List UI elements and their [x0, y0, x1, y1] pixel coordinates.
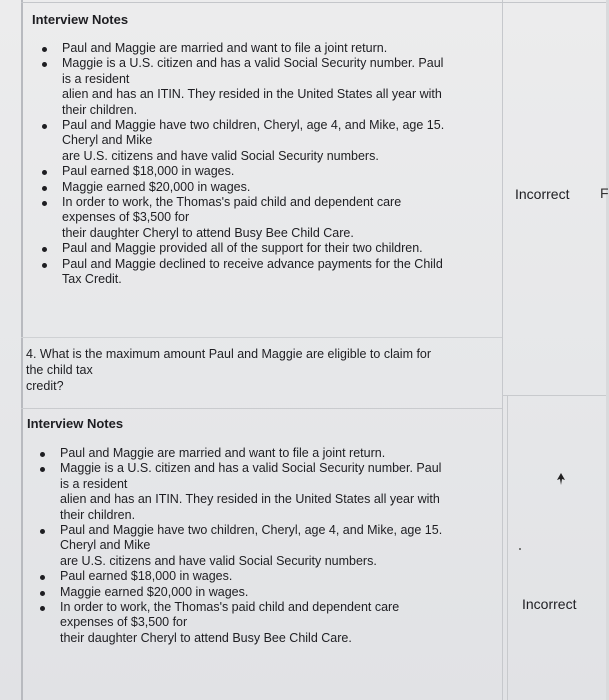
list-item — [38, 195, 488, 241]
note-line: Paul earned $18,000 in wages. — [62, 164, 235, 179]
note-line: are U.S. citizens and have valid Social Security numbers. — [62, 148, 379, 163]
note-line: their daughter Cheryl to attend Busy Bee Child Care. — [62, 225, 354, 240]
dust-dot — [519, 548, 521, 550]
note-line: Paul and Maggie are married and want to file a joint return. — [60, 446, 386, 460]
list-item — [38, 164, 488, 179]
interview-notes-list — [36, 446, 491, 646]
list-item — [38, 257, 488, 288]
clipped-text: F — [600, 185, 609, 201]
question-4-text — [26, 346, 486, 394]
note-line: Paul and Maggie have two children, Cheryl, age 4, and Mike, age 15. — [60, 523, 443, 538]
list-item — [36, 461, 491, 523]
note-line: Cheryl and Mike — [60, 538, 151, 553]
interview-notes-heading: Interview Notes — [27, 416, 124, 431]
note-line: alien and has an ITIN. They resided in the United States all year with — [62, 87, 442, 102]
left-border — [21, 0, 23, 700]
note-line: Paul and Maggie declined to receive advance payments for the Child — [62, 256, 443, 271]
note-line: Maggie earned $20,000 in wages. — [62, 179, 251, 194]
question-line: credit? — [26, 379, 64, 393]
note-line: are U.S. citizens and have valid Social Security numbers. — [60, 553, 377, 568]
question-line: 4. What is the maximum amount Paul and Maggie are eligible to claim for — [26, 347, 432, 361]
note-line: their daughter Cheryl to attend Busy Bee Child Care. — [60, 630, 352, 645]
list-item — [38, 118, 488, 164]
note-line: In order to work, the Thomas's paid child and dependent care — [60, 600, 400, 615]
list-item — [38, 41, 488, 56]
list-item — [36, 600, 491, 646]
note-line: is a resident — [60, 476, 128, 491]
column-divider-secondary — [507, 395, 508, 700]
note-line: alien and has an ITIN. They resided in the United States all year with — [60, 492, 440, 507]
list-item — [36, 446, 491, 461]
row-divider — [502, 395, 606, 396]
note-line: Maggie earned $20,000 in wages. — [60, 584, 249, 599]
mouse-pointer-icon — [556, 472, 566, 486]
note-line: Paul and Maggie provided all of the support for their two children. — [62, 241, 423, 256]
note-line: Paul earned $18,000 in wages. — [60, 569, 233, 584]
row-divider — [21, 337, 502, 338]
interview-notes-heading: Interview Notes — [32, 12, 129, 27]
list-item — [36, 569, 491, 584]
question-line: the child tax — [26, 363, 93, 377]
note-line: is a resident — [62, 71, 130, 86]
note-line: Maggie is a U.S. citizen and has a valid Social Security number. Paul — [60, 461, 442, 476]
list-item — [36, 523, 491, 569]
interview-notes-list — [38, 41, 488, 288]
incorrect-status: Incorrect — [522, 596, 577, 612]
note-line: Tax Credit. — [62, 272, 122, 287]
note-line: expenses of $3,500 for — [60, 615, 188, 630]
note-line: their children. — [60, 507, 136, 522]
note-line: their children. — [62, 102, 138, 117]
note-line: Paul and Maggie have two children, Cheryl, age 4, and Mike, age 15. — [62, 118, 445, 133]
note-line: In order to work, the Thomas's paid child and dependent care — [62, 195, 402, 210]
incorrect-status: Incorrect — [515, 186, 570, 202]
column-divider — [502, 0, 503, 700]
list-item — [36, 585, 491, 600]
list-item — [38, 241, 488, 256]
note-line: expenses of $3,500 for — [62, 210, 190, 225]
note-line: Cheryl and Mike — [62, 133, 153, 148]
row-divider — [21, 408, 502, 409]
list-item — [38, 56, 488, 118]
list-item — [38, 180, 488, 195]
top-border — [21, 2, 606, 3]
note-line: Maggie is a U.S. citizen and has a valid Social Security number. Paul — [62, 56, 444, 71]
note-line: Paul and Maggie are married and want to file a joint return. — [62, 41, 388, 55]
